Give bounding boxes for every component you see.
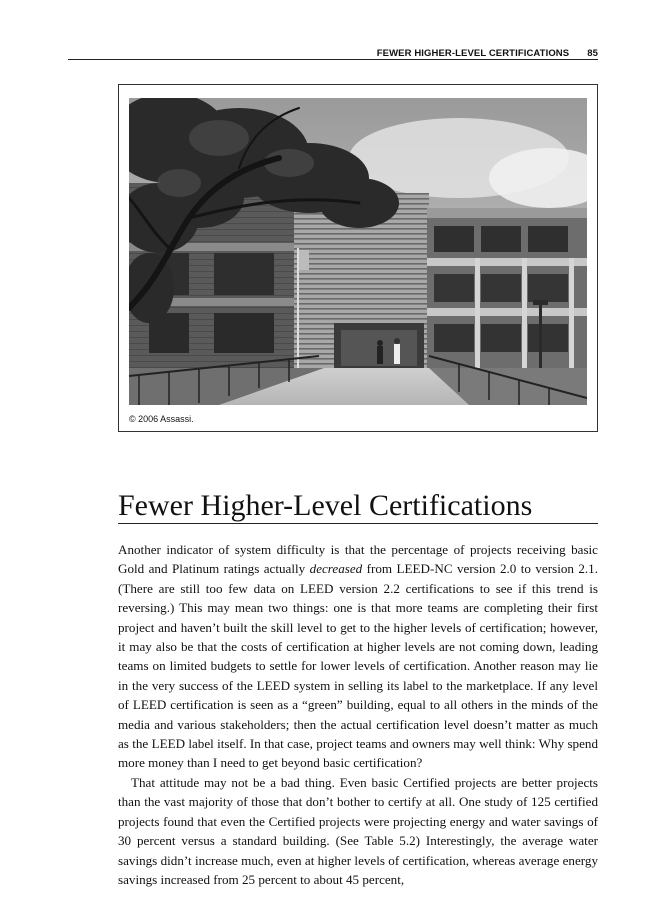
figure — [118, 84, 598, 432]
running-title: FEWER HIGHER-LEVEL CERTIFICATIONS — [376, 47, 570, 59]
emphasis-decreased: decreased — [309, 561, 363, 577]
header-rule — [68, 59, 598, 60]
photo-credit: © 2006 Assassi. — [129, 414, 194, 424]
building-photo — [129, 98, 587, 405]
running-header — [68, 46, 598, 60]
title-rule — [118, 523, 598, 524]
paragraph-1-part-b: from LEED-NC version 2.0 to version 2.1. (There are still too few data on LEED version 2.2 certifications to see if this trend is reversing.) This may mean two things: one is that more teams are completing their first project and haven’t built the skill level to get to the higher levels of certification; however, it may also be that the costs of certification at higher levels are not coming down, leading teams on limited budgets to settle for lower levels of certification. Another reason may lie in the very success of the LEED system in selling its label to the marketplace. If any level of LEED certification is seen as a “green” building, equal to all others in the minds of the media and various stakeholders; then the actual certification level doesn’t matter as much as the LEED label itself. In that case, project teams and owners may well think: Why spend more money than I need to get beyond basic certification? — [118, 561, 599, 771]
page-number: 85 — [587, 47, 598, 59]
section-title: Fewer Higher-Level Certifications — [118, 489, 533, 522]
building-photo-illustration — [129, 98, 587, 405]
body-text — [118, 540, 598, 889]
paragraph-1 — [118, 540, 598, 773]
paragraph-1-part-a: Another indicator of system difficulty is that the percentage of projects receiving basic Gold and Platinum ratings actually — [118, 542, 598, 577]
paragraph-2: That attitude may not be a bad thing. Even basic Certified projects are better projects than the vast majority of those that don’t bother to certify at all. One study of 125 certified projects found that even the Certified projects were projecting energy and water savings of 30 percent versus a standard building. (See Table 5.2) Interestingly, the average water savings didn’t increase much, even at higher levels of certification, whereas average energy savings increased from 25 percent to about 45 percent, — [118, 774, 598, 887]
